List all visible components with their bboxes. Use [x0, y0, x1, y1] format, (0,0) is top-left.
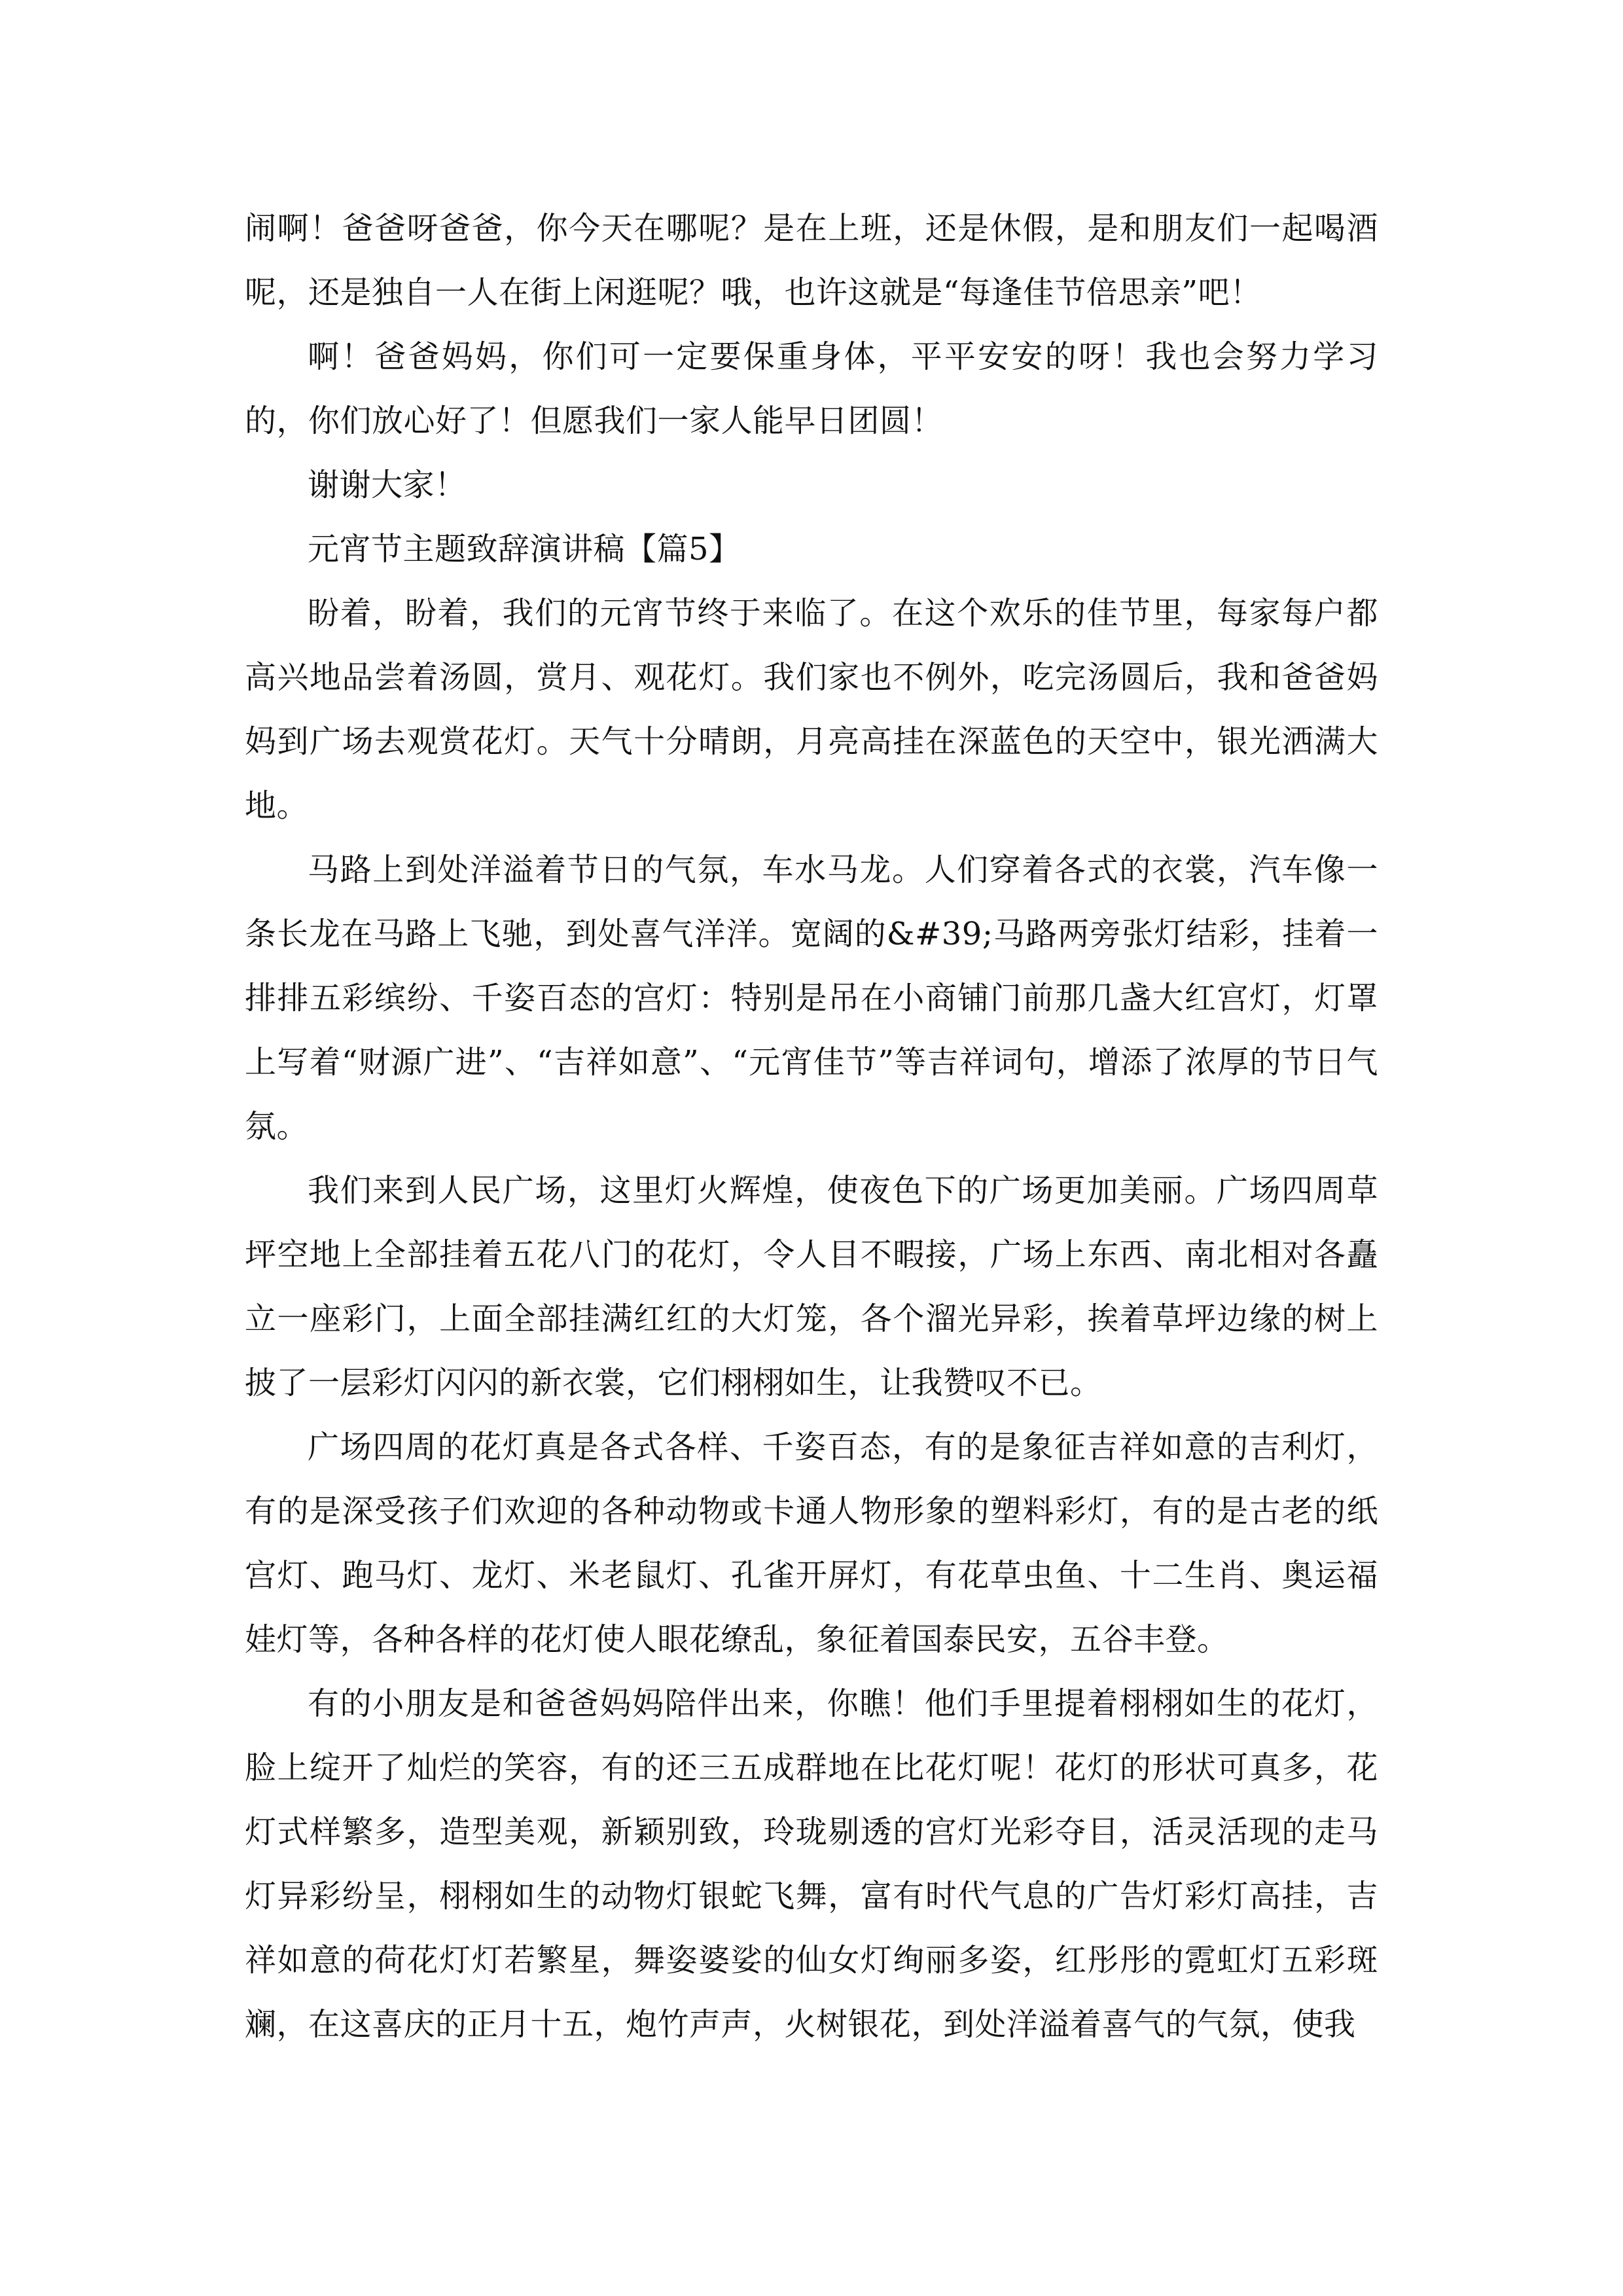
- paragraph: 广场四周的花灯真是各式各样、千姿百态，有的是象征吉祥如意的吉利灯，有的是深受孩子们欢迎的各种动物或卡通人物形象的塑料彩灯，有的是古老的纸宫灯、跑马灯、龙灯、米老鼠灯、孔雀开屏灯，有花草虫鱼、十二生肖、奥运福娃灯等，各种各样的花灯使人眼花缭乱，象征着国泰民安，五谷丰登。: [245, 1429, 1378, 1658]
- section-heading: 元宵节主题致辞演讲稿【篇5】: [308, 531, 741, 567]
- document-body: [245, 196, 1378, 2056]
- paragraph: 啊！爸爸妈妈，你们可一定要保重身体，平平安安的呀！我也会努力学习的，你们放心好了！但愿我们一家人能早日团圆！: [245, 338, 1378, 439]
- paragraph: 有的小朋友是和爸爸妈妈陪伴出来，你瞧！他们手里提着栩栩如生的花灯，脸上绽开了灿烂的笑容，有的还三五成群地在比花灯呢！花灯的形状可真多，花灯式样繁多，造型美观，新颖别致，玲珑剔透的宫灯光彩夺目，活灵活现的走马灯异彩纷呈，栩栩如生的动物灯银蛇飞舞，富有时代气息的广告灯彩灯高挂，吉祥如意的荷花灯灯若繁星，舞姿婆娑的仙女灯绚丽多姿，红彤彤的霓虹灯五彩斑斓，在这喜庆的正月十五，炮竹声声，火树银花，到处洋溢着喜气的气氛，使我: [245, 1685, 1378, 2043]
- paragraph: 谢谢大家！: [308, 467, 467, 503]
- paragraph: 我们来到人民广场，这里灯火辉煌，使夜色下的广场更加美丽。广场四周草坪空地上全部挂着五花八门的花灯，令人目不暇接，广场上东西、南北相对各矗立一座彩门，上面全部挂满红红的大灯笼，各个溜光异彩，挨着草坪边缘的树上披了一层彩灯闪闪的新衣裳，它们栩栩如生，让我赞叹不已。: [245, 1172, 1378, 1401]
- paragraph: 盼着，盼着，我们的元宵节终于来临了。在这个欢乐的佳节里，每家每户都高兴地品尝着汤圆，赏月、观花灯。我们家也不例外，吃完汤圆后，我和爸爸妈妈到广场去观赏花灯。天气十分晴朗，月亮高挂在深蓝色的天空中，银光洒满大地。: [245, 595, 1378, 824]
- paragraph: 闹啊！爸爸呀爸爸，你今天在哪呢？是在上班，还是休假，是和朋友们一起喝酒呢，还是独自一人在街上闲逛呢？哦，也许这就是“每逢佳节倍思亲”吧！: [245, 210, 1378, 311]
- paragraph: 马路上到处洋溢着节日的气氛，车水马龙。人们穿着各式的衣裳，汽车像一条长龙在马路上飞驰，到处喜气洋洋。宽阔的&#39;马路两旁张灯结彩，挂着一排排五彩缤纷、千姿百态的宫灯：特别是吊在小商铺门前那几盏大红宫灯，灯罩上写着“财源广进”、“吉祥如意”、“元宵佳节”等吉祥词句，增添了浓厚的节日气氛。: [245, 852, 1378, 1145]
